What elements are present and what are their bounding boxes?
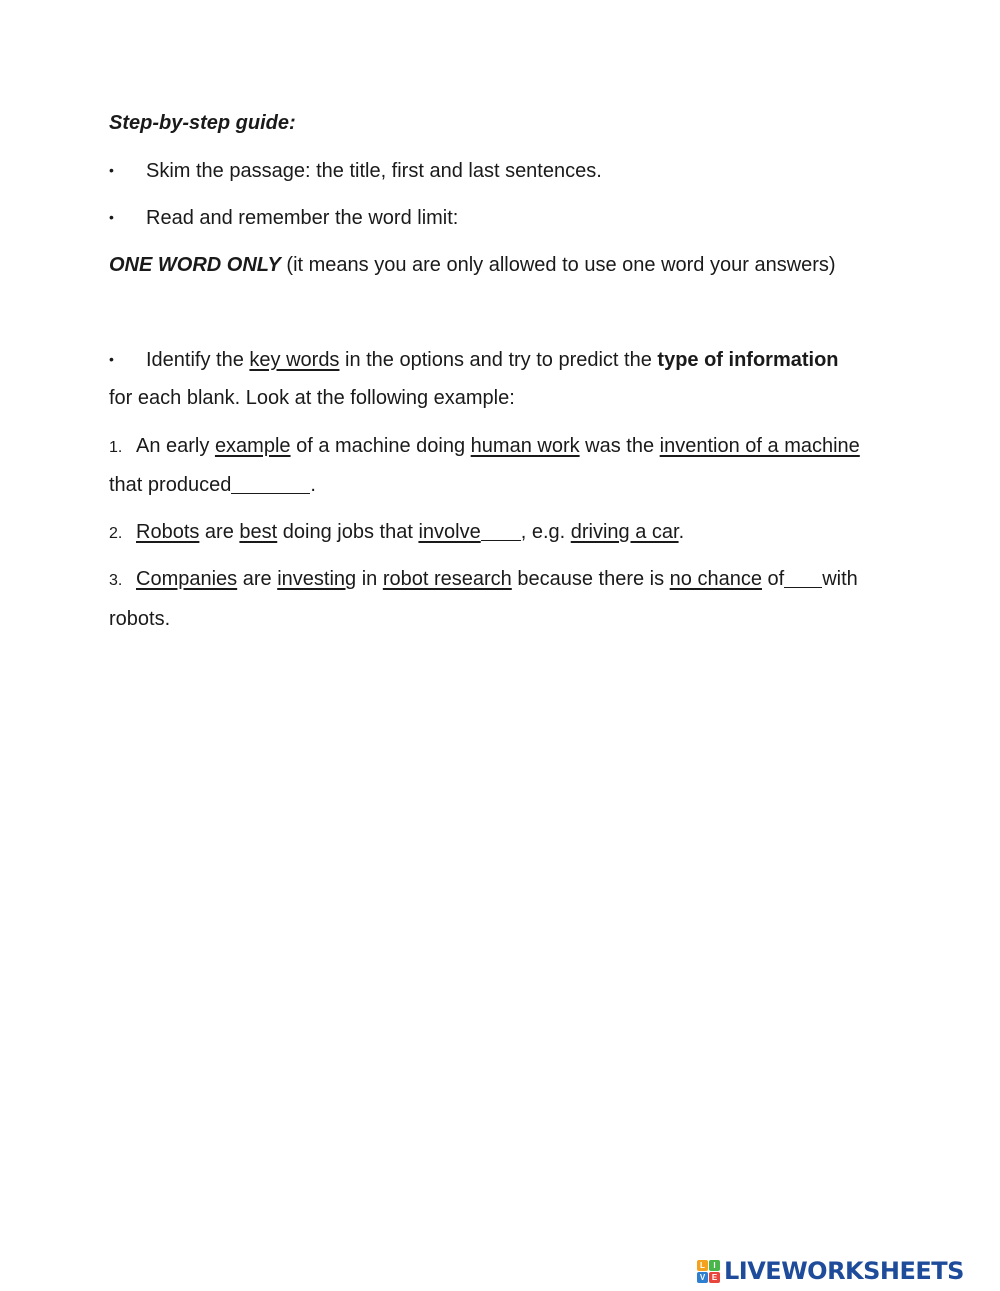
example-text: .	[678, 521, 685, 543]
underlined-keyword: driving a car	[570, 521, 679, 543]
example-number: 1.	[109, 439, 123, 456]
example-text: that produced	[109, 474, 232, 496]
guide-bullet-skim	[109, 158, 602, 183]
underlined-keyword: Robots	[136, 521, 200, 543]
logo-blocks-icon	[697, 1260, 720, 1283]
underlined-keyword: robot research	[382, 568, 512, 590]
logo-block: E	[709, 1272, 720, 1283]
liveworksheets-logo	[697, 1256, 964, 1286]
identify-text: Identify the	[146, 349, 250, 371]
bullet-text: Skim the passage: the title, first and last sentences.	[146, 160, 602, 182]
answer-blank[interactable]	[231, 475, 310, 494]
type-of-information: type of information	[657, 349, 839, 371]
example-number: 2.	[109, 525, 123, 542]
logo-block: V	[697, 1272, 708, 1283]
word-limit-line	[109, 253, 836, 277]
example-1-line-2	[109, 473, 316, 497]
underlined-keyword: best	[239, 521, 278, 543]
example-text: , e.g.	[520, 521, 571, 543]
example-text: are	[237, 568, 278, 590]
answer-blank[interactable]	[481, 522, 521, 541]
example-text: of	[761, 568, 785, 590]
example-text: in	[356, 568, 383, 590]
underlined-keyword: invention of a machine	[659, 435, 860, 457]
bullet-icon: •	[109, 209, 114, 225]
example-text: was the	[579, 435, 660, 457]
identify-line-2: for each blank. Look at the following example:	[109, 387, 515, 409]
guide-bullet-identify	[109, 347, 839, 372]
logo-block: L	[697, 1260, 708, 1271]
example-text: are	[199, 521, 240, 543]
example-3	[109, 567, 858, 593]
answer-blank[interactable]	[784, 569, 822, 588]
underlined-keyword: Companies	[136, 568, 238, 590]
logo-block: I	[709, 1260, 720, 1271]
example-1	[109, 434, 860, 460]
underlined-keyword: example	[214, 435, 291, 457]
example-text: of a machine doing	[290, 435, 471, 457]
logo-text: LIVEWORKSHEETS	[724, 1257, 964, 1285]
example-number: 3.	[109, 572, 123, 589]
example-text: because there is	[511, 568, 670, 590]
underlined-keyword: involve	[418, 521, 481, 543]
underlined-keyword: human work	[470, 435, 580, 457]
guide-bullet-word-limit	[109, 205, 458, 230]
example-text: doing jobs that	[277, 521, 419, 543]
bullet-text: Read and remember the word limit:	[146, 207, 459, 229]
word-limit-explanation: (it means you are only allowed to use one word your answers)	[280, 254, 836, 276]
underlined-keyword: investing	[277, 568, 357, 590]
key-words-underlined: key words	[249, 349, 340, 371]
underlined-keyword: no chance	[669, 568, 762, 590]
identify-text: in the options and try to predict the	[339, 349, 658, 371]
example-2	[109, 520, 684, 546]
bullet-icon: •	[109, 162, 114, 178]
word-limit-emphasis: ONE WORD ONLY	[109, 254, 281, 276]
bullet-icon: •	[109, 351, 114, 367]
example-text: An early	[136, 435, 215, 457]
example-3-line-2: robots.	[109, 608, 171, 630]
example-text: with	[822, 568, 858, 590]
guide-title: Step-by-step guide:	[109, 112, 296, 134]
example-text: .	[310, 474, 316, 496]
